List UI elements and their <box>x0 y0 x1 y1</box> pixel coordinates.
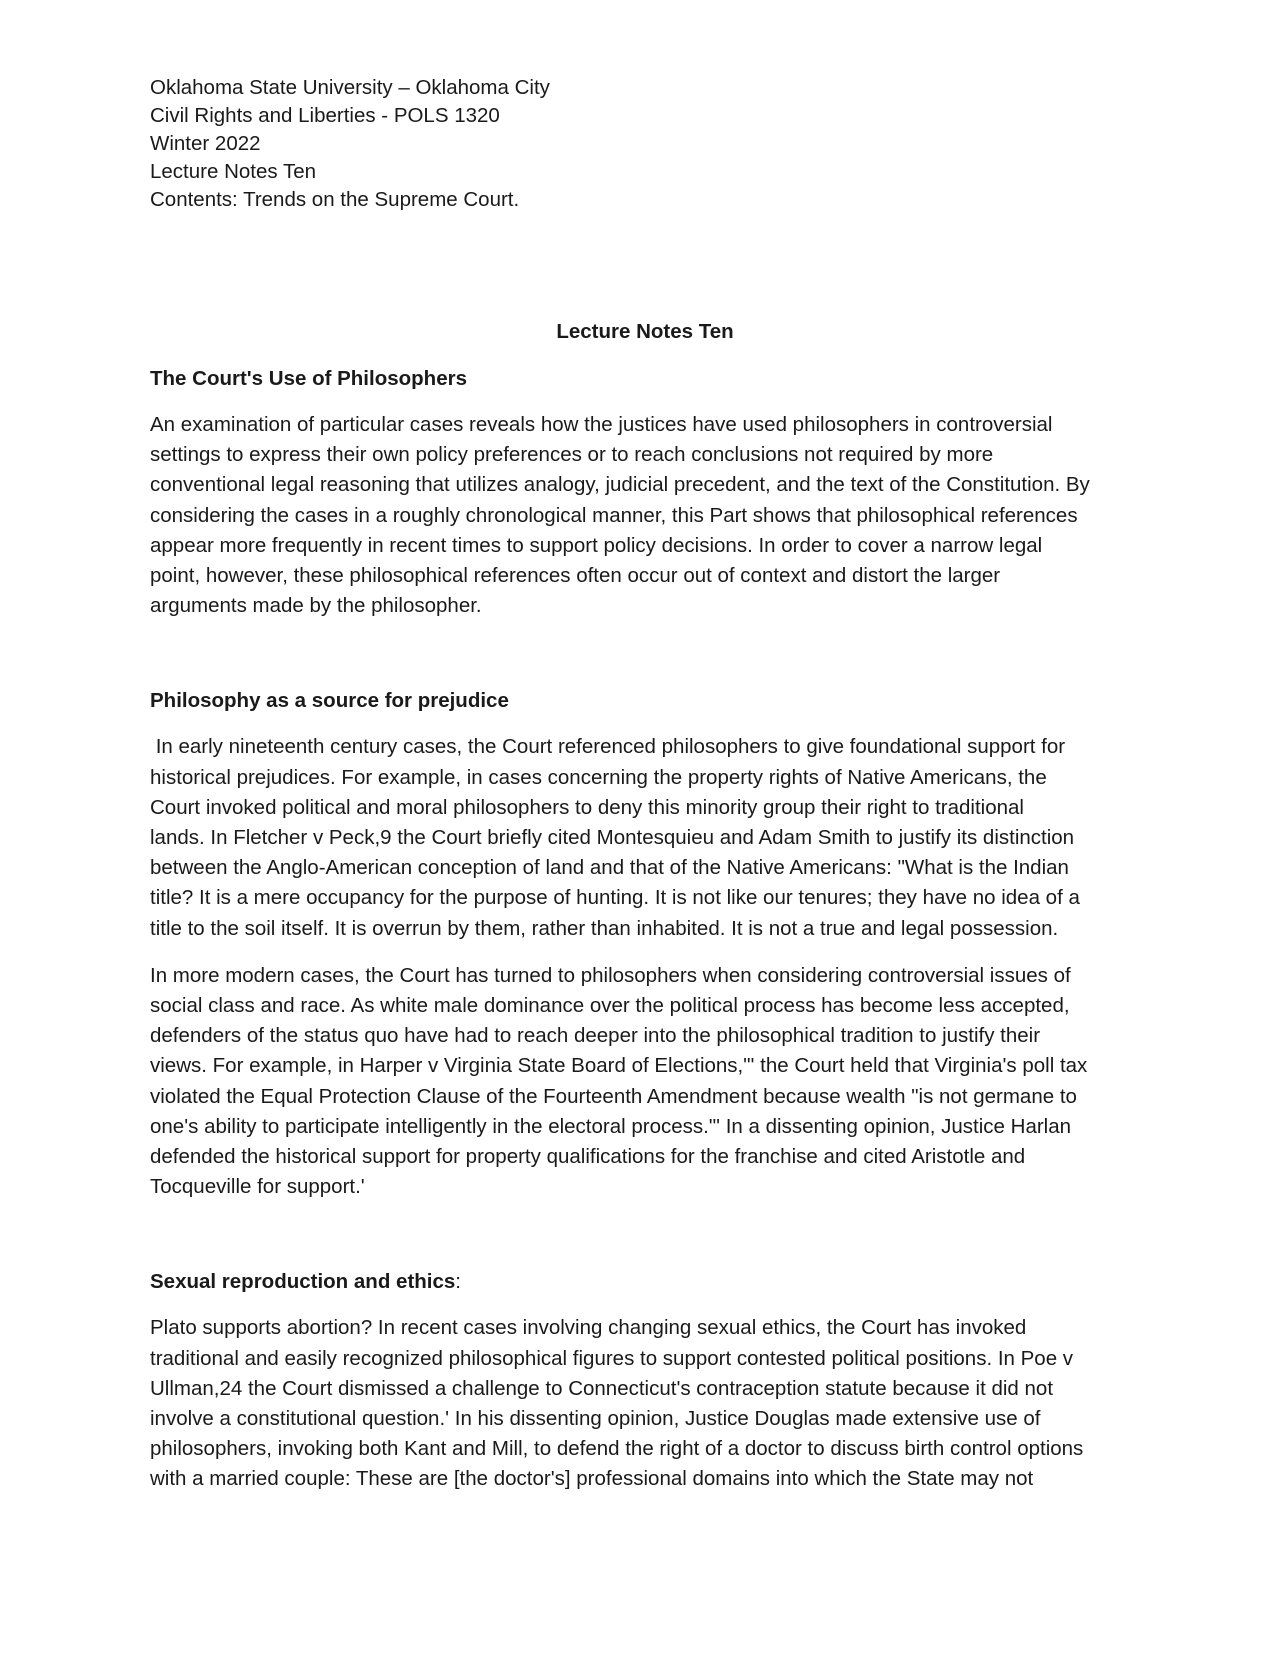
paragraph-line: Tocqueville for support.' <box>150 1175 365 1199</box>
section-heading-colon: : <box>455 1270 461 1294</box>
paragraph-line: considering the cases in a roughly chronological manner, this Part shows that philosophical references <box>150 503 1078 527</box>
paragraph-line: lands. In Fletcher v Peck,9 the Court briefly cited Montesquieu and Adam Smith to justify its distinction <box>150 826 1075 850</box>
paragraph-line: Court invoked political and moral philosophers to deny this minority group their right to traditional <box>150 795 1024 819</box>
paragraph-line: Plato supports abortion? In recent cases involving changing sexual ethics, the Court has invoked <box>150 1316 1027 1340</box>
paragraph-line: involve a constitutional question.' In his dissenting opinion, Justice Douglas made extensive use of <box>150 1407 1041 1431</box>
paragraph-line: An examination of particular cases reveals how the justices have used philosophers in controversial <box>150 413 1053 436</box>
document-page <box>150 74 1140 1495</box>
paragraph <box>150 410 1140 621</box>
paragraph-line: arguments made by the philosopher. <box>150 594 482 618</box>
section-heading-philosophers: The Court's Use of Philosophers <box>150 367 467 390</box>
institution-line: Oklahoma State University – Oklahoma City <box>150 76 550 99</box>
paragraph-line: Ullman,24 the Court dismissed a challenge to Connecticut's contraception statute because it did not <box>150 1376 1054 1400</box>
paragraph-line: title? It is a mere occupancy for the purpose of hunting. It is not like our tenures; they have no idea of a <box>150 886 1080 910</box>
paragraph-line: point, however, these philosophical references often occur out of context and distort the larger <box>150 564 1001 588</box>
paragraph-line: violated the Equal Protection Clause of the Fourteenth Amendment because wealth "is not germane to <box>150 1084 1077 1108</box>
paragraph <box>150 732 1140 943</box>
paragraph-line: with a married couple: These are [the doctor's] professional domains into which the State may not <box>150 1467 1034 1491</box>
paragraph-line: In more modern cases, the Court has turned to philosophers when considering controversial issues of <box>150 963 1071 987</box>
document-title: Lecture Notes Ten <box>556 320 734 343</box>
paragraph-line: views. For example, in Harper v Virginia State Board of Elections,"' the Court held that Virginia's poll tax <box>150 1054 1088 1078</box>
paragraph-line: conventional legal reasoning that utilizes analogy, judicial precedent, and the text of the Constitution. By <box>150 473 1090 497</box>
paragraph-line: In early nineteenth century cases, the Court referenced philosophers to give foundational support for <box>150 735 1066 759</box>
section-heading-prejudice: Philosophy as a source for prejudice <box>150 689 509 713</box>
paragraph-line: defenders of the status quo have had to reach deeper into the philosophical tradition to justify their <box>150 1024 1041 1048</box>
paragraph-line: settings to express their own policy preferences or to reach conclusions not required by more <box>150 443 994 467</box>
paragraph-line: philosophers, invoking both Kant and Mill, to defend the right of a doctor to discuss birth control options <box>150 1437 1084 1461</box>
paragraph-line: defended the historical support for property qualifications for the franchise and cited Aristotle and <box>150 1145 1026 1169</box>
paragraph-line: historical prejudices. For example, in cases concerning the property rights of Native Americans, the <box>150 765 1047 789</box>
lecture-line: Lecture Notes Ten <box>150 160 317 183</box>
paragraph-line: one's ability to participate intelligently in the electoral process."' In a dissenting opinion, Justice Harlan <box>150 1114 1072 1138</box>
paragraph-line: between the Anglo-American conception of land and that of the Native Americans: "What is the Indian <box>150 856 1069 880</box>
term-line: Winter 2022 <box>150 132 261 155</box>
section-heading-text: Sexual reproduction and ethics <box>150 1270 456 1294</box>
contents-line: Contents: Trends on the Supreme Court. <box>150 188 520 211</box>
paragraph-line: title to the soil itself. It is overrun by them, rather than inhabited. It is not a true and legal possession. <box>150 916 1059 940</box>
paragraph <box>150 961 1140 1203</box>
paragraph-line: appear more frequently in recent times to support policy decisions. In order to cover a narrow legal <box>150 533 1043 557</box>
paragraph <box>150 1313 1140 1494</box>
section-heading-sexual-reproduction <box>150 1268 1140 1296</box>
paragraph-line: traditional and easily recognized philosophical figures to support contested political positions. In Poe v <box>150 1346 1074 1370</box>
document-header <box>150 74 1140 214</box>
course-line: Civil Rights and Liberties - POLS 1320 <box>150 104 500 127</box>
paragraph-line: social class and race. As white male dominance over the political process has become less accepted, <box>150 994 1070 1018</box>
